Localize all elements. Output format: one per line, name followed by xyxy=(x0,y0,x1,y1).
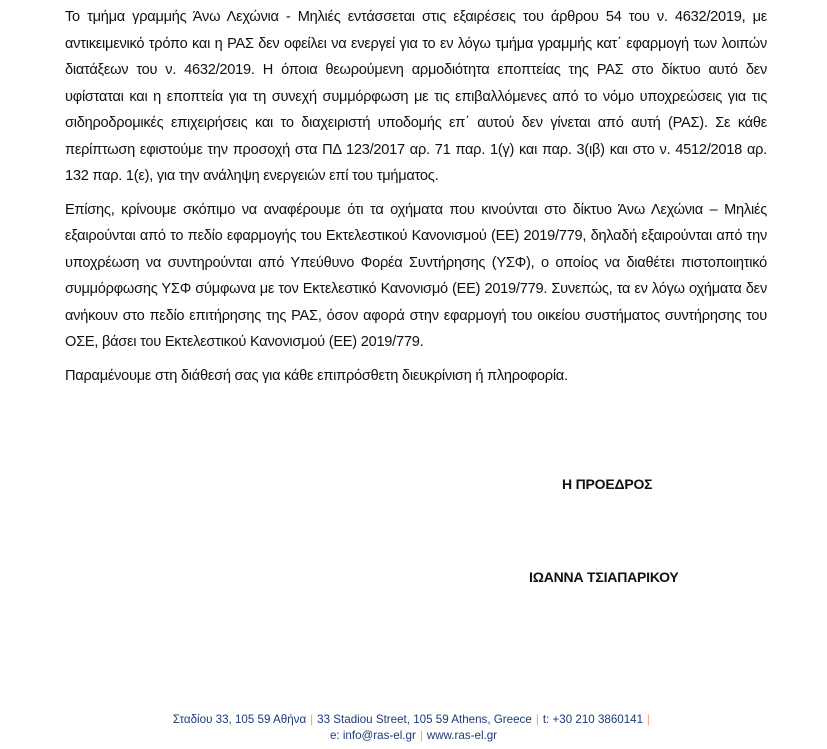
signature-title: Η ΠΡΟΕΔΡΟΣ xyxy=(562,476,653,492)
footer-email-link[interactable]: e: info@ras-el.gr xyxy=(329,728,416,742)
footer-separator: | xyxy=(535,713,539,726)
footer-website-link[interactable]: www.ras-el.gr xyxy=(426,728,498,742)
footer-phone: t: +30 210 3860141 xyxy=(542,713,644,726)
footer xyxy=(0,712,827,743)
paragraph-closing: Παραμένουμε στη διάθεσή σας για κάθε επιπρόσθετη διευκρίνιση ή πληροφορία. xyxy=(65,367,568,384)
footer-line-contact xyxy=(0,728,827,744)
paragraph-track-section-exemption: Το τμήμα γραμμής Άνω Λεχώνια - Μηλιές εντάσσεται στις εξαιρέσεις του άρθρου 54 του ν. 4632/2019, με αντικειμενικό τρόπο και η ΡΑΣ δεν οφείλει να ενεργεί για το εν λόγω τμήμα γραμμής κατ΄ εφαρμογή των λοιπών διατάξεων του ν. 4632/2019. Η όποια θεωρούμενη αρμοδιότητα εποπτείας της ΡΑΣ στο δίκτυο αυτό δεν υφίσταται και η εποπτεία για τη συνεχή συμμόρφωση με τις επιβαλλόμενες από το νόμο υποχρεώσεις για τις σιδηροδρομικές επιχειρήσεις και το διαχειριστή υποδομής επ΄ αυτού δεν γίνεται από αυτή (ΡΑΣ). Σε κάθε περίπτωση εφιστούμε την προσοχή στα ΠΔ 123/2017 αρ. 71 παρ. 1(γ) και παρ. 3(ιβ) και στο ν. 4512/2018 αρ. 132 παρ. 1(ε), για την ανάληψη ενεργειών επί του τμήματος. xyxy=(65,9,767,184)
footer-address-english: 33 Stadiou Street, 105 59 Athens, Greece xyxy=(317,713,532,726)
footer-separator: | xyxy=(647,713,651,726)
paragraph-vehicles-exemption: Επίσης, κρίνουμε σκόπιμο να αναφέρουμε ότι τα οχήματα που κινούνται στο δίκτυο Άνω Λεχώνια – Μηλιές εξαιρούνται από το πεδίο εφαρμογής του Εκτελεστικού Κανονισμού (ΕΕ) 2019/779, δηλαδή εξαιρούνται από την υποχρέωση να συντηρούνται από Υπεύθυνο Φορέα Συντήρησης (ΥΣΦ), ο οποίος να διαθέτει πιστοποιητικό συμμόρφωσης ΥΣΦ σύμφωνα με τον Εκτελεστικό Κανονισμό (ΕΕ) 2019/779. Συνεπώς, τα εν λόγω οχήματα δεν ανήκουν στο πεδίο επιτήρησης της ΡΑΣ, όσον αφορά στην εφαρμογή του οικείου συστήματος συντήρησης του ΟΣΕ, βάσει του Εκτελεστικού Κανονισμού (ΕΕ) 2019/779. xyxy=(65,201,767,350)
footer-separator: | xyxy=(419,728,423,742)
signature-name: ΙΩΑΝΝΑ ΤΣΙΑΠΑΡΙΚΟΥ xyxy=(529,569,679,585)
footer-separator: | xyxy=(310,713,314,726)
footer-address-greek: Σταδίου 33, 105 59 Αθήνα xyxy=(172,713,307,726)
footer-line-address xyxy=(0,712,827,728)
letter-body xyxy=(65,4,767,389)
